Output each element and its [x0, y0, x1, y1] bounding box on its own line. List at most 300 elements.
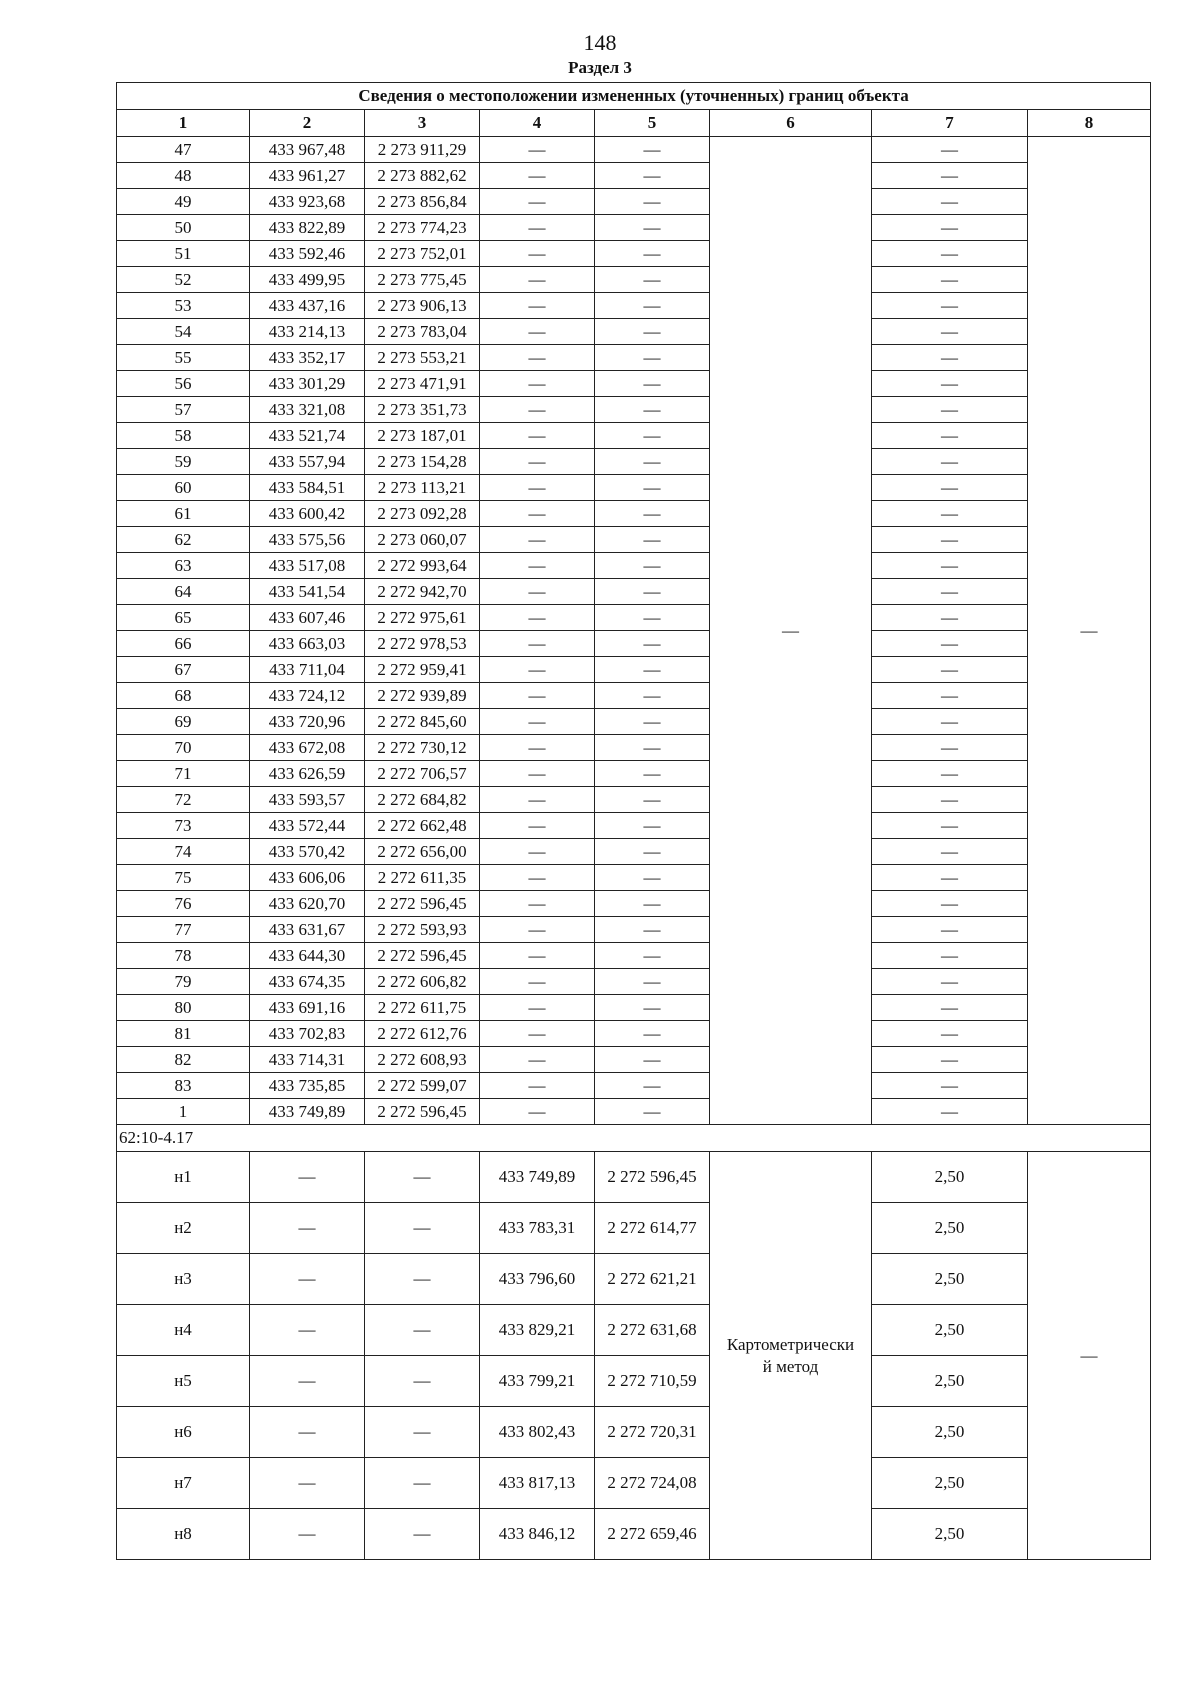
subsection-row — [117, 1125, 1151, 1152]
table-row — [117, 579, 1151, 605]
new-x-cell: 433 829,21 — [480, 1305, 595, 1356]
error-cell: — — [872, 839, 1028, 865]
point-number-cell: 82 — [117, 1047, 250, 1073]
existing-x-cell: — — [250, 1509, 365, 1560]
existing-x-cell: 433 663,03 — [250, 631, 365, 657]
error-cell: — — [872, 995, 1028, 1021]
new-y-cell: — — [595, 917, 710, 943]
table-row — [117, 1073, 1151, 1099]
new-x-cell: — — [480, 475, 595, 501]
point-number-cell: 62 — [117, 527, 250, 553]
existing-y-cell: 2 272 942,70 — [365, 579, 480, 605]
table-row — [117, 1099, 1151, 1125]
column-header: 7 — [872, 110, 1028, 137]
point-number-cell: 70 — [117, 735, 250, 761]
point-number-cell: 66 — [117, 631, 250, 657]
table-row — [117, 969, 1151, 995]
existing-x-cell: 433 626,59 — [250, 761, 365, 787]
existing-y-cell: 2 273 154,28 — [365, 449, 480, 475]
new-x-cell: — — [480, 865, 595, 891]
new-y-cell: — — [595, 1099, 710, 1125]
existing-x-cell: — — [250, 1152, 365, 1203]
method-text-line: й метод — [762, 1356, 819, 1376]
new-y-cell: — — [595, 371, 710, 397]
table-row — [117, 683, 1151, 709]
method-cell — [710, 1152, 872, 1560]
point-number-cell: 60 — [117, 475, 250, 501]
point-number-cell: 1 — [117, 1099, 250, 1125]
table-row — [117, 1407, 1151, 1458]
table-row — [117, 631, 1151, 657]
new-x-cell: — — [480, 449, 595, 475]
column-header: 5 — [595, 110, 710, 137]
error-cell: — — [872, 397, 1028, 423]
new-y-cell: — — [595, 319, 710, 345]
new-x-cell: 433 802,43 — [480, 1407, 595, 1458]
point-number-cell: 48 — [117, 163, 250, 189]
existing-x-cell: 433 724,12 — [250, 683, 365, 709]
error-cell: — — [872, 631, 1028, 657]
new-y-cell: — — [595, 943, 710, 969]
existing-x-cell: 433 631,67 — [250, 917, 365, 943]
table-row — [117, 553, 1151, 579]
page-number: 148 — [583, 30, 617, 55]
point-number-cell: 57 — [117, 397, 250, 423]
new-y-cell: — — [595, 735, 710, 761]
table-row — [117, 761, 1151, 787]
new-y-cell: — — [595, 709, 710, 735]
existing-x-cell: 433 321,08 — [250, 397, 365, 423]
existing-x-cell: 433 517,08 — [250, 553, 365, 579]
point-number-cell: 53 — [117, 293, 250, 319]
section-label: Раздел 3 — [568, 58, 632, 77]
point-number-cell: 81 — [117, 1021, 250, 1047]
point-number-cell: н2 — [117, 1203, 250, 1254]
new-x-cell: — — [480, 137, 595, 163]
new-x-cell: — — [480, 605, 595, 631]
new-y-cell: 2 272 710,59 — [595, 1356, 710, 1407]
existing-y-cell: 2 272 611,75 — [365, 995, 480, 1021]
new-y-cell: — — [595, 839, 710, 865]
new-y-cell: — — [595, 163, 710, 189]
table-row — [117, 215, 1151, 241]
new-y-cell: — — [595, 891, 710, 917]
column-header: 6 — [710, 110, 872, 137]
column-header: 3 — [365, 110, 480, 137]
new-x-cell: — — [480, 553, 595, 579]
existing-x-cell: — — [250, 1458, 365, 1509]
table-row — [117, 423, 1151, 449]
existing-x-cell: 433 301,29 — [250, 371, 365, 397]
existing-y-cell: 2 272 593,93 — [365, 917, 480, 943]
new-x-cell: — — [480, 839, 595, 865]
point-number-cell: н3 — [117, 1254, 250, 1305]
new-x-cell: — — [480, 735, 595, 761]
new-y-cell: — — [595, 1073, 710, 1099]
existing-x-cell: 433 967,48 — [250, 137, 365, 163]
table-row — [117, 241, 1151, 267]
table-row — [117, 267, 1151, 293]
error-cell: — — [872, 371, 1028, 397]
new-y-cell: — — [595, 241, 710, 267]
new-y-cell: — — [595, 267, 710, 293]
new-y-cell: — — [595, 995, 710, 1021]
existing-y-cell: 2 272 978,53 — [365, 631, 480, 657]
existing-y-cell: 2 272 596,45 — [365, 943, 480, 969]
table-row — [117, 319, 1151, 345]
error-cell: — — [872, 423, 1028, 449]
new-y-cell: — — [595, 657, 710, 683]
new-x-cell: 433 817,13 — [480, 1458, 595, 1509]
error-cell: — — [872, 1099, 1028, 1125]
table-row — [117, 1254, 1151, 1305]
table-row — [117, 1356, 1151, 1407]
new-x-cell: — — [480, 787, 595, 813]
existing-y-cell: 2 273 060,07 — [365, 527, 480, 553]
description-cell: — — [1028, 1152, 1151, 1560]
existing-y-cell: 2 273 882,62 — [365, 163, 480, 189]
error-cell: — — [872, 241, 1028, 267]
new-x-cell: — — [480, 293, 595, 319]
error-cell: — — [872, 137, 1028, 163]
column-header: 8 — [1028, 110, 1151, 137]
table-row — [117, 709, 1151, 735]
point-number-cell: 72 — [117, 787, 250, 813]
new-y-cell: — — [595, 345, 710, 371]
table-row — [117, 137, 1151, 163]
method-cell: — — [710, 137, 872, 1125]
table-row — [117, 1305, 1151, 1356]
boundary-coordinates-table — [116, 82, 1151, 1560]
new-x-cell: — — [480, 527, 595, 553]
new-x-cell: — — [480, 345, 595, 371]
existing-y-cell: 2 273 906,13 — [365, 293, 480, 319]
point-number-cell: 51 — [117, 241, 250, 267]
new-y-cell: 2 272 614,77 — [595, 1203, 710, 1254]
new-y-cell: — — [595, 813, 710, 839]
error-cell: — — [872, 969, 1028, 995]
error-cell: — — [872, 943, 1028, 969]
table-row — [117, 1152, 1151, 1203]
table-row — [117, 163, 1151, 189]
point-number-cell: 74 — [117, 839, 250, 865]
point-number-cell: н1 — [117, 1152, 250, 1203]
point-number-cell: 83 — [117, 1073, 250, 1099]
point-number-cell: н7 — [117, 1458, 250, 1509]
existing-y-cell: — — [365, 1509, 480, 1560]
point-number-cell: 76 — [117, 891, 250, 917]
existing-x-cell: 433 702,83 — [250, 1021, 365, 1047]
new-x-cell: — — [480, 631, 595, 657]
existing-x-cell: 433 674,35 — [250, 969, 365, 995]
new-y-cell: 2 272 596,45 — [595, 1152, 710, 1203]
existing-y-cell: 2 272 606,82 — [365, 969, 480, 995]
new-x-cell: — — [480, 397, 595, 423]
table-row — [117, 787, 1151, 813]
new-y-cell: — — [595, 423, 710, 449]
new-x-cell: 433 846,12 — [480, 1509, 595, 1560]
point-number-cell: 77 — [117, 917, 250, 943]
existing-x-cell: 433 575,56 — [250, 527, 365, 553]
existing-y-cell: 2 273 471,91 — [365, 371, 480, 397]
existing-y-cell: 2 272 730,12 — [365, 735, 480, 761]
subsection-label: 62:10-4.17 — [117, 1125, 1151, 1152]
column-header: 4 — [480, 110, 595, 137]
new-y-cell: — — [595, 501, 710, 527]
table-row — [117, 605, 1151, 631]
existing-y-cell: 2 273 553,21 — [365, 345, 480, 371]
existing-x-cell: 433 541,54 — [250, 579, 365, 605]
table-row — [117, 735, 1151, 761]
error-cell: 2,50 — [872, 1407, 1028, 1458]
new-y-cell: 2 272 631,68 — [595, 1305, 710, 1356]
existing-x-cell: 433 606,06 — [250, 865, 365, 891]
table-row — [117, 475, 1151, 501]
new-y-cell: — — [595, 553, 710, 579]
new-x-cell: — — [480, 891, 595, 917]
new-y-cell: — — [595, 449, 710, 475]
table-row — [117, 189, 1151, 215]
existing-x-cell: 433 572,44 — [250, 813, 365, 839]
existing-x-cell: — — [250, 1254, 365, 1305]
error-cell: — — [872, 761, 1028, 787]
existing-x-cell: 433 672,08 — [250, 735, 365, 761]
new-y-cell: — — [595, 605, 710, 631]
error-cell: — — [872, 657, 1028, 683]
error-cell: — — [872, 293, 1028, 319]
column-header: 1 — [117, 110, 250, 137]
error-cell: — — [872, 735, 1028, 761]
existing-y-cell: 2 272 939,89 — [365, 683, 480, 709]
point-number-cell: 47 — [117, 137, 250, 163]
new-y-cell: — — [595, 1021, 710, 1047]
existing-x-cell: 433 499,95 — [250, 267, 365, 293]
error-cell: — — [872, 345, 1028, 371]
new-x-cell: — — [480, 917, 595, 943]
table-title: Сведения о местоположении измененных (уточненных) границ объекта — [117, 83, 1151, 110]
existing-y-cell: 2 272 596,45 — [365, 1099, 480, 1125]
new-y-cell: — — [595, 397, 710, 423]
table-row — [117, 449, 1151, 475]
point-number-cell: 55 — [117, 345, 250, 371]
existing-y-cell: — — [365, 1458, 480, 1509]
existing-x-cell: 433 600,42 — [250, 501, 365, 527]
existing-y-cell: — — [365, 1152, 480, 1203]
existing-x-cell: 433 735,85 — [250, 1073, 365, 1099]
new-y-cell: — — [595, 865, 710, 891]
error-cell: — — [872, 1073, 1028, 1099]
table-row — [117, 1021, 1151, 1047]
new-x-cell: — — [480, 1047, 595, 1073]
new-x-cell: — — [480, 189, 595, 215]
point-number-cell: 73 — [117, 813, 250, 839]
new-y-cell: 2 272 720,31 — [595, 1407, 710, 1458]
error-cell: — — [872, 683, 1028, 709]
error-cell: — — [872, 267, 1028, 293]
existing-x-cell: 433 923,68 — [250, 189, 365, 215]
existing-x-cell: 433 720,96 — [250, 709, 365, 735]
existing-y-cell: 2 272 975,61 — [365, 605, 480, 631]
description-cell: — — [1028, 137, 1151, 1125]
table-row — [117, 501, 1151, 527]
table-row — [117, 1047, 1151, 1073]
error-cell: 2,50 — [872, 1203, 1028, 1254]
existing-y-cell: 2 272 684,82 — [365, 787, 480, 813]
point-number-cell: 79 — [117, 969, 250, 995]
existing-y-cell: 2 272 612,76 — [365, 1021, 480, 1047]
existing-x-cell: — — [250, 1356, 365, 1407]
error-cell: 2,50 — [872, 1356, 1028, 1407]
existing-y-cell: 2 272 993,64 — [365, 553, 480, 579]
new-y-cell: — — [595, 579, 710, 605]
error-cell: — — [872, 605, 1028, 631]
new-y-cell: — — [595, 761, 710, 787]
existing-y-cell: — — [365, 1407, 480, 1458]
new-x-cell: — — [480, 319, 595, 345]
new-x-cell: — — [480, 1073, 595, 1099]
new-y-cell: 2 272 659,46 — [595, 1509, 710, 1560]
point-number-cell: 49 — [117, 189, 250, 215]
existing-x-cell: 433 691,16 — [250, 995, 365, 1021]
error-cell: 2,50 — [872, 1509, 1028, 1560]
new-x-cell: — — [480, 241, 595, 267]
existing-y-cell: 2 272 611,35 — [365, 865, 480, 891]
existing-y-cell: 2 273 775,45 — [365, 267, 480, 293]
error-cell: — — [872, 1047, 1028, 1073]
new-y-cell: — — [595, 189, 710, 215]
error-cell: — — [872, 475, 1028, 501]
new-y-cell: — — [595, 1047, 710, 1073]
existing-x-cell: — — [250, 1407, 365, 1458]
existing-y-cell: 2 272 608,93 — [365, 1047, 480, 1073]
point-number-cell: 65 — [117, 605, 250, 631]
new-x-cell: — — [480, 215, 595, 241]
new-x-cell: — — [480, 1099, 595, 1125]
point-number-cell: 75 — [117, 865, 250, 891]
existing-x-cell: 433 352,17 — [250, 345, 365, 371]
point-number-cell: н4 — [117, 1305, 250, 1356]
error-cell: 2,50 — [872, 1152, 1028, 1203]
point-number-cell: 64 — [117, 579, 250, 605]
existing-x-cell: — — [250, 1305, 365, 1356]
error-cell: — — [872, 709, 1028, 735]
point-number-cell: 54 — [117, 319, 250, 345]
existing-x-cell: 433 521,74 — [250, 423, 365, 449]
table-row — [117, 995, 1151, 1021]
existing-y-cell: — — [365, 1203, 480, 1254]
new-x-cell: — — [480, 267, 595, 293]
existing-y-cell: 2 272 845,60 — [365, 709, 480, 735]
error-cell: — — [872, 527, 1028, 553]
table-row — [117, 943, 1151, 969]
existing-y-cell: 2 272 599,07 — [365, 1073, 480, 1099]
new-x-cell: — — [480, 761, 595, 787]
table-row — [117, 839, 1151, 865]
existing-x-cell: 433 607,46 — [250, 605, 365, 631]
new-x-cell: — — [480, 943, 595, 969]
existing-y-cell: 2 272 706,57 — [365, 761, 480, 787]
point-number-cell: н6 — [117, 1407, 250, 1458]
new-x-cell: — — [480, 813, 595, 839]
error-cell: — — [872, 787, 1028, 813]
new-x-cell: — — [480, 423, 595, 449]
column-header-row — [117, 110, 1151, 137]
existing-x-cell: 433 214,13 — [250, 319, 365, 345]
point-number-cell: 50 — [117, 215, 250, 241]
existing-y-cell: 2 272 662,48 — [365, 813, 480, 839]
new-x-cell: — — [480, 683, 595, 709]
new-y-cell: — — [595, 631, 710, 657]
error-cell: 2,50 — [872, 1254, 1028, 1305]
point-number-cell: 71 — [117, 761, 250, 787]
existing-y-cell: — — [365, 1356, 480, 1407]
new-x-cell: — — [480, 579, 595, 605]
existing-x-cell: 433 593,57 — [250, 787, 365, 813]
new-x-cell: 433 796,60 — [480, 1254, 595, 1305]
new-x-cell: — — [480, 709, 595, 735]
table-row — [117, 891, 1151, 917]
existing-y-cell: — — [365, 1254, 480, 1305]
point-number-cell: 69 — [117, 709, 250, 735]
new-y-cell: 2 272 724,08 — [595, 1458, 710, 1509]
table-row — [117, 371, 1151, 397]
new-x-cell: — — [480, 163, 595, 189]
existing-y-cell: 2 272 959,41 — [365, 657, 480, 683]
existing-x-cell: 433 592,46 — [250, 241, 365, 267]
new-y-cell: — — [595, 969, 710, 995]
table-row — [117, 1509, 1151, 1560]
existing-x-cell: 433 961,27 — [250, 163, 365, 189]
table-row — [117, 865, 1151, 891]
existing-x-cell: 433 749,89 — [250, 1099, 365, 1125]
error-cell: — — [872, 215, 1028, 241]
table-row — [117, 397, 1151, 423]
existing-x-cell: 433 437,16 — [250, 293, 365, 319]
new-y-cell: — — [595, 527, 710, 553]
existing-y-cell: 2 273 856,84 — [365, 189, 480, 215]
point-number-cell: 59 — [117, 449, 250, 475]
existing-x-cell: — — [250, 1203, 365, 1254]
point-number-cell: н8 — [117, 1509, 250, 1560]
new-x-cell: 433 783,31 — [480, 1203, 595, 1254]
new-x-cell: — — [480, 969, 595, 995]
error-cell: 2,50 — [872, 1458, 1028, 1509]
existing-y-cell: 2 273 113,21 — [365, 475, 480, 501]
new-x-cell: 433 749,89 — [480, 1152, 595, 1203]
error-cell: — — [872, 553, 1028, 579]
error-cell: — — [872, 891, 1028, 917]
new-x-cell: — — [480, 1021, 595, 1047]
error-cell: — — [872, 163, 1028, 189]
existing-y-cell: 2 272 596,45 — [365, 891, 480, 917]
point-number-cell: 68 — [117, 683, 250, 709]
table-row — [117, 345, 1151, 371]
existing-x-cell: 433 620,70 — [250, 891, 365, 917]
point-number-cell: н5 — [117, 1356, 250, 1407]
existing-y-cell: — — [365, 1305, 480, 1356]
new-y-cell: — — [595, 787, 710, 813]
point-number-cell: 67 — [117, 657, 250, 683]
existing-x-cell: 433 584,51 — [250, 475, 365, 501]
table-row — [117, 293, 1151, 319]
new-x-cell: — — [480, 371, 595, 397]
point-number-cell: 58 — [117, 423, 250, 449]
point-number-cell: 63 — [117, 553, 250, 579]
existing-y-cell: 2 273 783,04 — [365, 319, 480, 345]
new-y-cell: — — [595, 475, 710, 501]
error-cell: — — [872, 449, 1028, 475]
method-text-line: Картометрически — [726, 1334, 855, 1354]
